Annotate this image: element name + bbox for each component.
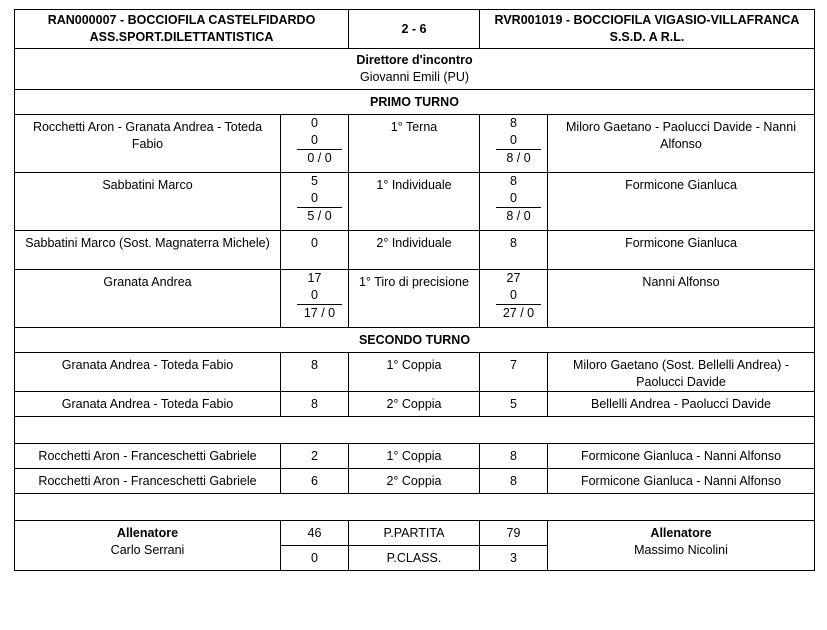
director-name: Giovanni Emili (PU) — [359, 70, 470, 84]
away-score-cell — [480, 173, 548, 231]
partita-label: P.PARTITA — [349, 521, 480, 546]
away-partita-points: 79 — [480, 521, 548, 546]
away-coach-cell — [548, 521, 815, 571]
director-label: Direttore d'incontro — [356, 53, 473, 67]
away-score-1: 8 — [510, 174, 517, 188]
home-players: Rocchetti Aron - Granata Andrea - Toteda Fabio — [15, 115, 281, 173]
home-score-2: 0 — [311, 133, 318, 147]
away-score-1: 27 — [506, 271, 521, 285]
event-name: 1° Terna — [349, 115, 480, 173]
away-score-cell — [480, 270, 548, 328]
home-players: Granata Andrea - Toteda Fabio — [15, 353, 281, 392]
away-score: 5 — [480, 392, 548, 417]
home-coach-name: Carlo Serrani — [110, 543, 185, 557]
away-coach-name: Massimo Nicolini — [634, 543, 728, 557]
away-score-2: 0 — [510, 133, 517, 147]
home-score: 0 — [281, 231, 349, 270]
home-score-cell — [281, 115, 349, 173]
home-coach-cell — [15, 521, 281, 571]
home-score-total: 5 / 0 — [297, 207, 342, 225]
away-players: Miloro Gaetano (Sost. Bellelli Andrea) - Paolucci Davide — [548, 353, 815, 392]
away-score-cell — [480, 115, 548, 173]
home-score-2: 0 — [311, 191, 318, 205]
home-partita-points: 46 — [281, 521, 349, 546]
primo-turno-title: PRIMO TURNO — [15, 90, 815, 115]
home-score: 6 — [281, 469, 349, 494]
away-team-name: RVR001019 - BOCCIOFILA VIGASIO-VILLAFRANCA S.S.D. A R.L. — [480, 10, 815, 49]
home-score-1: 0 — [311, 116, 318, 130]
home-players: Granata Andrea - Toteda Fabio — [15, 392, 281, 417]
table-row — [15, 115, 815, 173]
table-row — [15, 231, 815, 270]
away-score-total: 8 / 0 — [496, 149, 541, 167]
away-players: Formicone Gianluca — [548, 231, 815, 270]
home-players: Rocchetti Aron - Franceschetti Gabriele — [15, 469, 281, 494]
home-score: 8 — [281, 392, 349, 417]
home-score: 2 — [281, 444, 349, 469]
home-score-cell — [281, 173, 349, 231]
spacer-row — [15, 417, 815, 444]
home-score-1: 17 — [307, 271, 322, 285]
away-score: 8 — [480, 444, 548, 469]
away-score-1: 8 — [510, 116, 517, 130]
home-score-1: 5 — [311, 174, 318, 188]
header-row — [15, 10, 815, 49]
table-row — [15, 173, 815, 231]
home-team-name: RAN000007 - BOCCIOFILA CASTELFIDARDO ASS.SPORT.DILETTANTISTICA — [15, 10, 349, 49]
home-score-total: 0 / 0 — [297, 149, 342, 167]
director-row — [15, 49, 815, 90]
spacer-row — [15, 494, 815, 521]
away-players: Formicone Gianluca - Nanni Alfonso — [548, 469, 815, 494]
table-row — [15, 353, 815, 392]
away-score: 7 — [480, 353, 548, 392]
event-name: 1° Coppia — [349, 444, 480, 469]
home-score-cell — [281, 270, 349, 328]
away-score: 8 — [480, 469, 548, 494]
secondo-turno-heading — [15, 328, 815, 353]
home-players: Granata Andrea — [15, 270, 281, 328]
event-name: 1° Individuale — [349, 173, 480, 231]
event-name: 2° Coppia — [349, 469, 480, 494]
footer-row-partita — [15, 521, 815, 546]
event-name: 1° Tiro di precisione — [349, 270, 480, 328]
home-score-total: 17 / 0 — [297, 304, 342, 322]
home-coach-label: Allenatore — [116, 526, 179, 540]
away-score-2: 0 — [510, 191, 517, 205]
match-score: 2 - 6 — [349, 10, 480, 49]
home-class-points: 0 — [281, 546, 349, 571]
primo-turno-heading — [15, 90, 815, 115]
away-players: Formicone Gianluca - Nanni Alfonso — [548, 444, 815, 469]
away-players: Formicone Gianluca — [548, 173, 815, 231]
away-score: 8 — [480, 231, 548, 270]
class-label: P.CLASS. — [349, 546, 480, 571]
match-report-table — [14, 9, 815, 571]
table-row — [15, 392, 815, 417]
home-players: Sabbatini Marco — [15, 173, 281, 231]
table-row — [15, 444, 815, 469]
away-players: Miloro Gaetano - Paolucci Davide - Nanni Alfonso — [548, 115, 815, 173]
home-players: Rocchetti Aron - Franceschetti Gabriele — [15, 444, 281, 469]
event-name: 2° Individuale — [349, 231, 480, 270]
away-coach-label: Allenatore — [650, 526, 712, 540]
away-score-2: 0 — [510, 288, 517, 302]
away-score-total: 8 / 0 — [496, 207, 541, 225]
event-name: 2° Coppia — [349, 392, 480, 417]
table-row — [15, 469, 815, 494]
away-class-points: 3 — [480, 546, 548, 571]
home-score-2: 0 — [311, 288, 318, 302]
table-row — [15, 270, 815, 328]
away-players: Nanni Alfonso — [548, 270, 815, 328]
away-players: Bellelli Andrea - Paolucci Davide — [548, 392, 815, 417]
away-score-total: 27 / 0 — [496, 304, 541, 322]
event-name: 1° Coppia — [349, 353, 480, 392]
secondo-turno-title: SECONDO TURNO — [15, 328, 815, 353]
home-players: Sabbatini Marco (Sost. Magnaterra Michele) — [15, 231, 281, 270]
home-score: 8 — [281, 353, 349, 392]
